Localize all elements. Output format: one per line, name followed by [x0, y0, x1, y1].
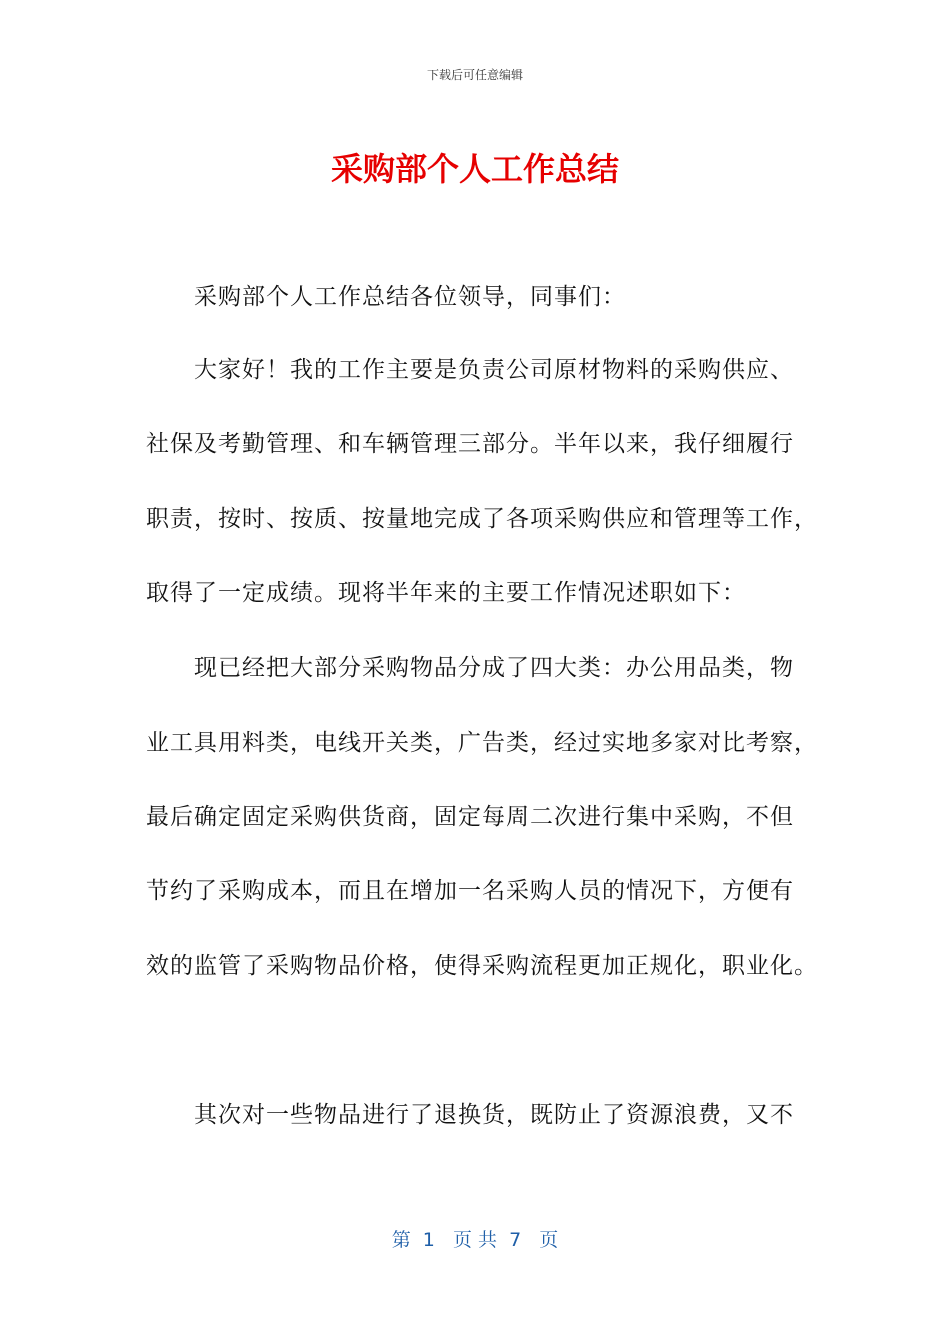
paragraph-line-5: 取得了一定成绩。现将半年来的主要工作情况述职如下： — [146, 580, 746, 606]
paragraph-line-10: 效的监管了采购物品价格，使得采购流程更加正规化，职业化。 — [146, 953, 818, 979]
paragraph-line-8: 最后确定固定采购供货商，固定每周二次进行集中采购，不但 — [146, 804, 794, 830]
paragraph-line-7: 业工具用料类，电线开关类，广告类，经过实地多家对比考察， — [146, 730, 818, 756]
paragraph-line-2: 大家好！我的工作主要是负责公司原材物料的采购供应、 — [194, 357, 794, 383]
paragraph-line-11: 其次对一些物品进行了退换货，既防止了资源浪费，又不 — [194, 1102, 794, 1128]
paragraph-line-4: 职责，按时、按质、按量地完成了各项采购供应和管理等工作， — [146, 506, 818, 532]
paragraph-line-6: 现已经把大部分采购物品分成了四大类：办公用品类，物 — [194, 655, 794, 681]
paragraph-line-3: 社保及考勤管理、和车辆管理三部分。半年以来，我仔细履行 — [146, 431, 794, 457]
page-number-footer: 第 1 页 共 7 页 — [391, 1229, 559, 1251]
paragraph-line-1: 采购部个人工作总结各位领导，同事们： — [194, 284, 626, 310]
document-title: 采购部个人工作总结 — [330, 150, 619, 188]
header-note: 下载后可任意编辑 — [426, 68, 523, 82]
paragraph-line-9: 节约了采购成本，而且在增加一名采购人员的情况下，方便有 — [146, 878, 794, 904]
